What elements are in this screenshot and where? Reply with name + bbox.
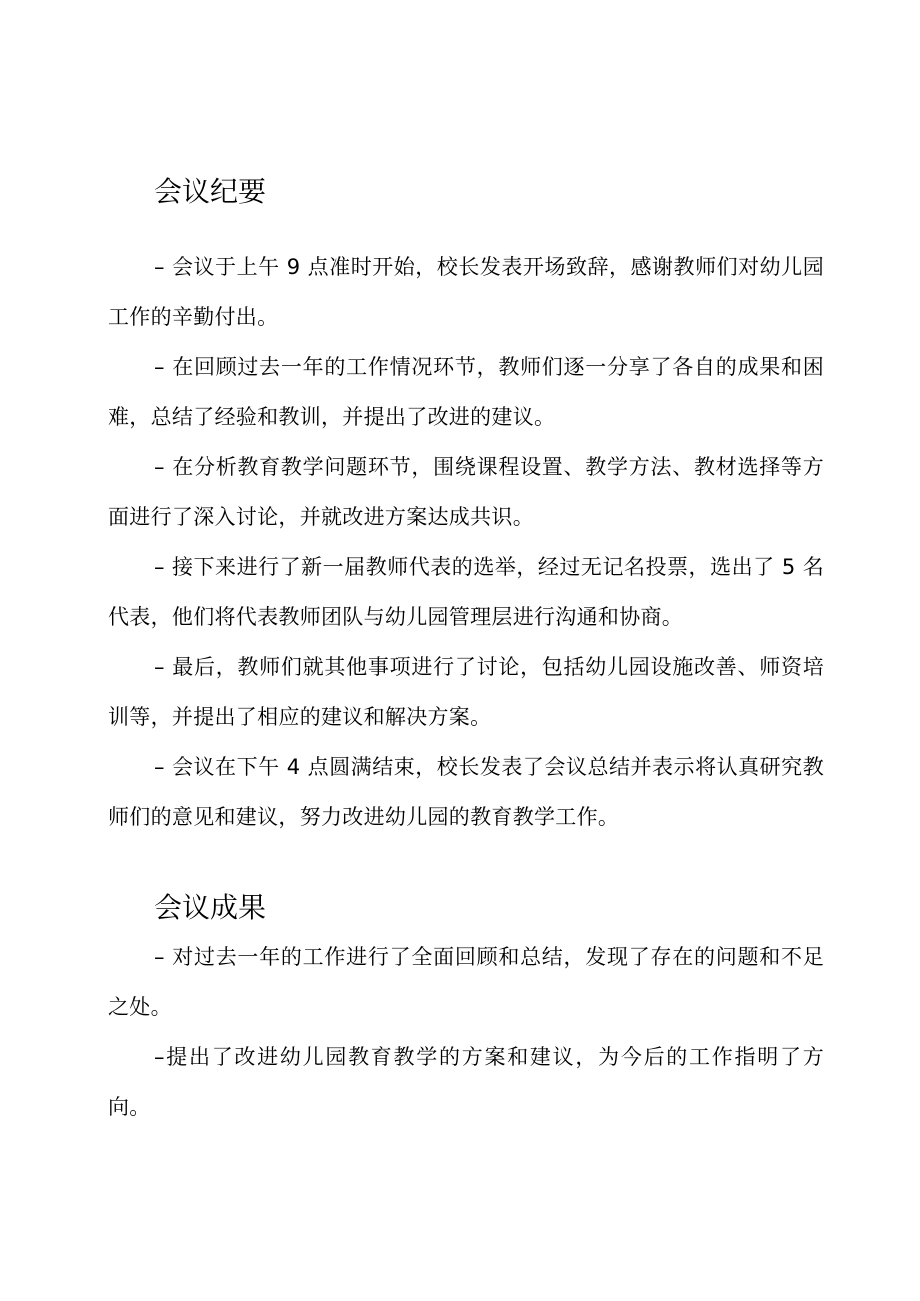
minutes-item: – 在回顾过去一年的工作情况环节，教师们逐一分享了各自的成果和困难，总结了经验和教训，并提出了改进的建议。	[108, 355, 824, 429]
minutes-item: – 在分析教育教学问题环节，围绕课程设置、教学方法、教材选择等方面进行了深入讨论，并就改进方案达成共识。	[108, 455, 824, 529]
section-title-results: 会议成果	[154, 891, 267, 924]
results-item: –提出了改进幼儿园教育教学的方案和建议，为今后的工作指明了方向。	[108, 1045, 824, 1119]
minutes-item: – 最后，教师们就其他事项进行了讨论，包括幼儿园设施改善、师资培训等，并提出了相应的建议和解决方案。	[108, 655, 824, 729]
results-item: – 对过去一年的工作进行了全面回顾和总结，发现了存在的问题和不足之处。	[108, 945, 824, 1019]
minutes-item: – 会议在下午 4 点圆满结束，校长发表了会议总结并表示将认真研究教师们的意见和建议，努力改进幼儿园的教育教学工作。	[108, 755, 824, 829]
section-title-minutes: 会议纪要	[154, 175, 267, 208]
minutes-item: – 会议于上午 9 点准时开始，校长发表开场致辞，感谢教师们对幼儿园工作的辛勤付出。	[108, 255, 824, 329]
meeting-results-section	[108, 888, 824, 1132]
minutes-item: – 接下来进行了新一届教师代表的选举，经过无记名投票，选出了 5 名代表，他们将代表教师团队与幼儿园管理层进行沟通和协商。	[108, 555, 824, 629]
meeting-minutes-section	[108, 172, 824, 842]
